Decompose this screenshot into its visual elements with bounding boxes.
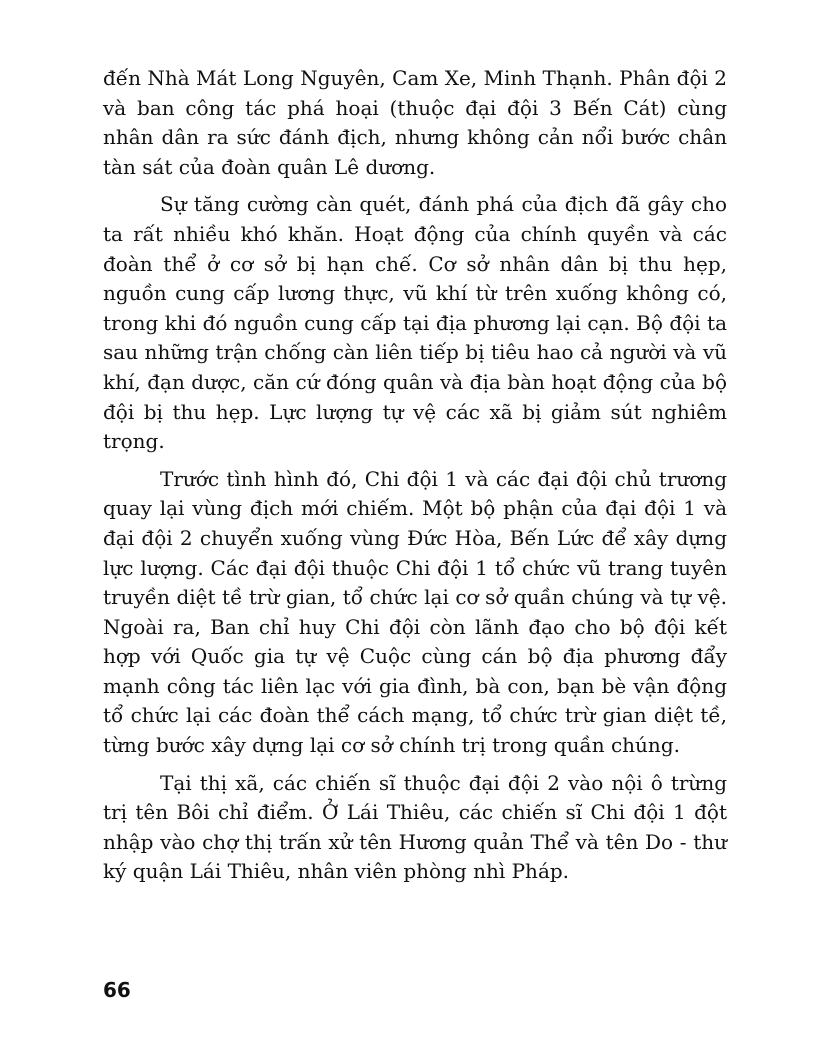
page-number: 66: [103, 978, 131, 1002]
page-body: [103, 64, 727, 895]
paragraph: Sự tăng cường càn quét, đánh phá của địch đã gây cho ta rất nhiều khó khăn. Hoạt động của chính quyền và các đoàn thể ở cơ sở bị hạn chế. Cơ sở nhân dân bị thu hẹp, nguồn cung cấp lương thực, vũ khí từ trên xuống không có, trong khi đó nguồn cung cấp tại địa phương lại cạn. Bộ đội ta sau những trận chống càn liên tiếp bị tiêu hao cả người và vũ khí, đạn dược, căn cứ đóng quân và địa bàn hoạt động của bộ đội bị thu hẹp. Lực lượng tự vệ các xã bị giảm sút nghiêm trọng.: [103, 192, 727, 454]
paragraph: Trước tình hình đó, Chi đội 1 và các đại đội chủ trương quay lại vùng địch mới chiếm. Một bộ phận của đại đội 1 và đại đội 2 chuyển xuống vùng Đức Hòa, Bến Lức để xây dựng lực lượng. Các đại đội thuộc Chi đội 1 tổ chức vũ trang tuyên truyền diệt tề trừ gian, tổ chức lại cơ sở quần chúng và tự vệ. Ngoài ra, Ban chỉ huy Chi đội còn lãnh đạo cho bộ đội kết hợp với Quốc gia tự vệ Cuộc cùng cán bộ địa phương đẩy mạnh công tác liên lạc với gia đình, bà con, bạn bè vận động tổ chức lại các đoàn thể cách mạng, tổ chức trừ gian diệt tề, từng bước xây dựng lại cơ sở chính trị trong quần chúng.: [103, 466, 727, 758]
paragraph: đến Nhà Mát Long Nguyên, Cam Xe, Minh Thạnh. Phân đội 2 và ban công tác phá hoại (thuộc đại đội 3 Bến Cát) cùng nhân dân ra sức đánh địch, nhưng không cản nổi bước chân tàn sát của đoàn quân Lê dương.: [103, 66, 727, 179]
paragraph: Tại thị xã, các chiến sĩ thuộc đại đội 2 vào nội ô trừng trị tên Bôi chỉ điểm. Ở Lái Thiêu, các chiến sĩ Chi đội 1 đột nhập vào chợ thị trấn xử tên Hương quản Thể và tên Do - thư ký quận Lái Thiêu, nhân viên phòng nhì Pháp.: [103, 770, 727, 884]
